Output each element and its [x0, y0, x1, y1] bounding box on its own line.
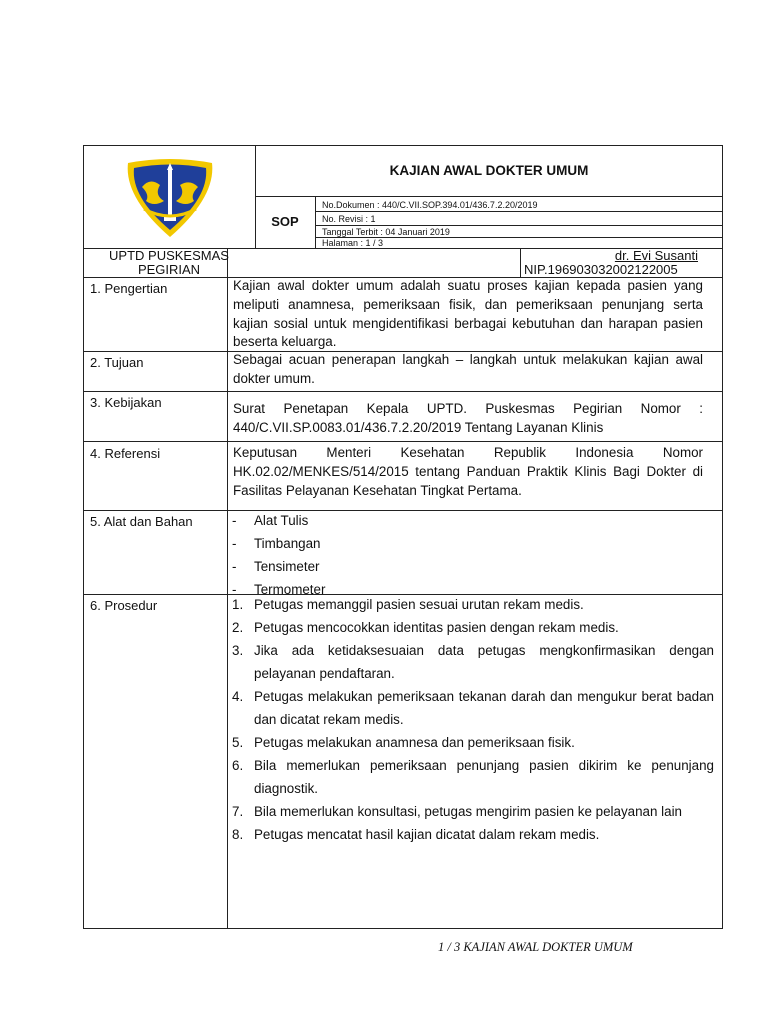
label-referensi: 4. Referensi: [90, 446, 161, 461]
list-item: - Tensimeter: [232, 555, 702, 578]
procedure-step: 3. Jika ada ketidaksesuaian data petugas mengkonfirmasikan dengan pelayanan pendaftaran.: [232, 643, 714, 681]
procedure-step: 5. Petugas melakukan anamnesa dan pemeriksaan fisik.: [232, 735, 575, 750]
sop-label: SOP: [271, 214, 299, 229]
unit-name: [83, 249, 255, 277]
document-title: KAJIAN AWAL DOKTER UMUM: [389, 163, 589, 178]
unit-name-line1: UPTD PUSKESMAS: [109, 248, 229, 263]
unit-name-line2: PEGIRIAN: [137, 262, 201, 277]
alat-bahan-list: [232, 509, 702, 601]
list-item: - Termometer: [232, 578, 702, 601]
tool-item: Termometer: [254, 582, 326, 597]
label-tujuan: 2. Tujuan: [90, 355, 144, 370]
tujuan-text: Sebagai acuan penerapan langkah – langkah untuk melakukan kajian awal dokter umum.: [233, 352, 703, 386]
label-alat-bahan: 5. Alat dan Bahan: [90, 514, 193, 529]
signer-name: dr. Evi Susanti: [614, 248, 698, 263]
tool-item: Timbangan: [254, 536, 321, 551]
procedure-step: 4. Petugas melakukan pemeriksaan tekanan darah dan mengukur berat badan dan dicatat rekam medis.: [232, 689, 714, 727]
revision-number: No. Revisi : 1: [322, 214, 376, 224]
page-footer: 1 / 3 KAJIAN AWAL DOKTER UMUM: [438, 940, 633, 954]
label-prosedur: 6. Prosedur: [90, 598, 158, 613]
list-item: - Alat Tulis: [232, 509, 702, 532]
prosedur-list: [232, 593, 714, 846]
document-number: No.Dokumen : 440/C.VII.SOP.394.01/436.7.2.20/2019: [322, 200, 538, 210]
kebijakan-text: Surat Penetapan Kepala UPTD. Puskesmas Pegirian Nomor : 440/C.VII.SP.0083.01/436.7.2.20/2019 Tentang Layanan Klinis: [233, 401, 703, 435]
tool-item: Tensimeter: [254, 559, 320, 574]
page-number: Halaman : 1 / 3: [322, 238, 384, 248]
label-pengertian: 1. Pengertian: [90, 281, 168, 296]
signer-nip: NIP.196903032002122005: [524, 262, 678, 277]
procedure-step: 1. Petugas memanggil pasien sesuai urutan rekam medis.: [232, 597, 584, 612]
procedure-step: 7. Bila memerlukan konsultasi, petugas mengirim pasien ke pelayanan lain: [232, 804, 682, 819]
tool-item: Alat Tulis: [254, 513, 309, 528]
referensi-text: Keputusan Menteri Kesehatan Republik Indonesia Nomor HK.02.02/MENKES/514/2015 tentang Panduan Praktik Klinis Bagi Dokter di Fasilitas Pelayanan Kesehatan Tingkat Pertama.: [233, 445, 703, 498]
procedure-step: 6. Bila memerlukan pemeriksaan penunjang pasien dikirim ke penunjang diagnostik.: [232, 758, 714, 796]
procedure-step: 2. Petugas mencocokkan identitas pasien dengan rekam medis.: [232, 620, 619, 635]
issue-date: Tanggal Terbit : 04 Januari 2019: [322, 227, 450, 237]
label-kebijakan: 3. Kebijakan: [90, 395, 162, 410]
procedure-step: 8. Petugas mencatat hasil kajian dicatat dalam rekam medis.: [232, 827, 600, 842]
pengertian-text: Kajian awal dokter umum adalah suatu proses kajian kepada pasien yang meliputi anamnesa, pemeriksaan fisik, dan pemeriksaan penunjang serta kajian sosial untuk mengidentifikasi berbagai kebutuhan dan harapan pasien beserta keluarga.: [233, 278, 703, 350]
list-item: - Timbangan: [232, 532, 702, 555]
surabaya-crest-logo: [124, 157, 216, 239]
